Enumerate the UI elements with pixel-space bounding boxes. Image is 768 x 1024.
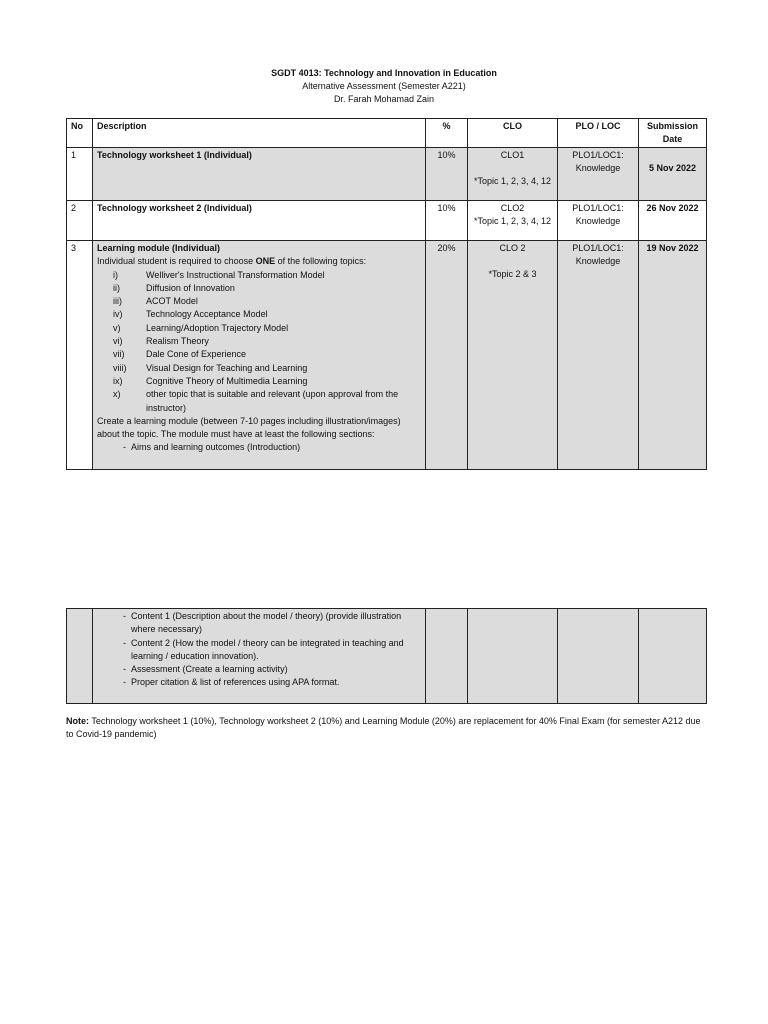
clo-topics: *Topic 2 & 3 <box>488 269 537 280</box>
clo-code: CLO1 <box>500 150 525 160</box>
list-item: - Assessment (Create a learning activity) <box>123 664 288 675</box>
table-row <box>67 201 707 241</box>
lecturer-name: Dr. Farah Mohamad Zain <box>333 94 435 104</box>
list-item: iv) Technology Acceptance Model <box>113 309 268 320</box>
topic-list <box>97 269 421 415</box>
list-item: - Content 1 (Description about the model / theory) (provide illustration where necessary) <box>123 611 402 635</box>
note-label: Note: <box>66 716 89 726</box>
row-plo: PLO1/LOC1: Knowledge <box>558 201 639 241</box>
clo-code: CLO2 <box>500 203 525 213</box>
note-text: Technology worksheet 1 (10%), Technology worksheet 2 (10%) and Learning Module (20%) are replacement for 40% Final Exam (for semester A212 due to Covid-19 pandemic) <box>66 716 701 739</box>
row-clo <box>468 241 558 470</box>
row-date <box>639 148 707 201</box>
header-percent: % <box>426 119 468 148</box>
section-list <box>97 441 421 454</box>
continued-table <box>66 608 707 704</box>
header-clo: CLO <box>468 119 558 148</box>
row-title: Technology worksheet 2 (Individual) <box>93 201 426 241</box>
module-instructions: Create a learning module (between 7-10 pages including illustration/images) about the topic. The module must have at least the following sections: <box>97 415 401 440</box>
row-percent: 10% <box>426 201 468 241</box>
table-header-row <box>67 119 707 148</box>
section-list <box>97 610 421 690</box>
row-clo <box>468 201 558 241</box>
list-item: x) other topic that is suitable and relevant (upon approval from the instructor) <box>113 389 399 413</box>
header-submission-date: Submission Date <box>639 119 707 148</box>
clo-topics: *Topic 1, 2, 3, 4, 12 <box>473 176 552 187</box>
list-item: - Proper citation & list of references using APA format. <box>123 677 340 688</box>
list-item: - Content 2 (How the model / theory can be integrated in teaching and learning / education innovation). <box>123 637 404 661</box>
row-date: 19 Nov 2022 <box>639 241 707 470</box>
list-item: v) Learning/Adoption Trajectory Model <box>113 322 289 333</box>
table-row <box>67 609 707 704</box>
course-title: SGDT 4013: Technology and Innovation in Education <box>271 68 497 78</box>
list-item: iii) ACOT Model <box>113 296 198 307</box>
row-clo <box>468 148 558 201</box>
row-description <box>93 241 426 470</box>
row-number: 3 <box>67 241 93 470</box>
row-plo: PLO1/LOC1: Knowledge <box>558 148 639 201</box>
list-item: viii) Visual Design for Teaching and Learning <box>113 362 308 373</box>
row-plo: PLO1/LOC1: Knowledge <box>558 241 639 470</box>
row-number: 1 <box>67 148 93 201</box>
row-intro: Individual student is required to choose ONE of the following topics: <box>97 256 367 267</box>
row-percent: 10% <box>426 148 468 201</box>
row-title: Technology worksheet 1 (Individual) <box>93 148 426 201</box>
row-title: Learning module (Individual) <box>97 243 221 253</box>
list-item: - Aims and learning outcomes (Introduction) <box>123 442 301 453</box>
row-date: 26 Nov 2022 <box>639 201 707 241</box>
list-item: ii) Diffusion of Innovation <box>113 282 235 293</box>
header-plo-loc: PLO / LOC <box>558 119 639 148</box>
header-no: No <box>67 119 93 148</box>
row-number: 2 <box>67 201 93 241</box>
row-percent: 20% <box>426 241 468 470</box>
table-row <box>67 148 707 201</box>
list-item: ix) Cognitive Theory of Multimedia Learning <box>113 375 308 386</box>
list-item: i) Welliver's Instructional Transformation Model <box>113 269 325 280</box>
clo-topics: *Topic 1, 2, 3, 4, 12 <box>473 216 552 227</box>
assessment-subtitle: Alternative Assessment (Semester A221) <box>302 81 466 91</box>
table-row <box>67 241 707 470</box>
header-description: Description <box>93 119 426 148</box>
list-item: vii) Dale Cone of Experience <box>113 349 247 360</box>
row-description <box>93 609 426 704</box>
assessment-table <box>66 118 707 470</box>
footnote <box>66 715 706 741</box>
clo-code: CLO 2 <box>499 243 526 253</box>
submission-date: 5 Nov 2022 <box>648 163 697 173</box>
list-item: vi) Realism Theory <box>113 336 209 347</box>
